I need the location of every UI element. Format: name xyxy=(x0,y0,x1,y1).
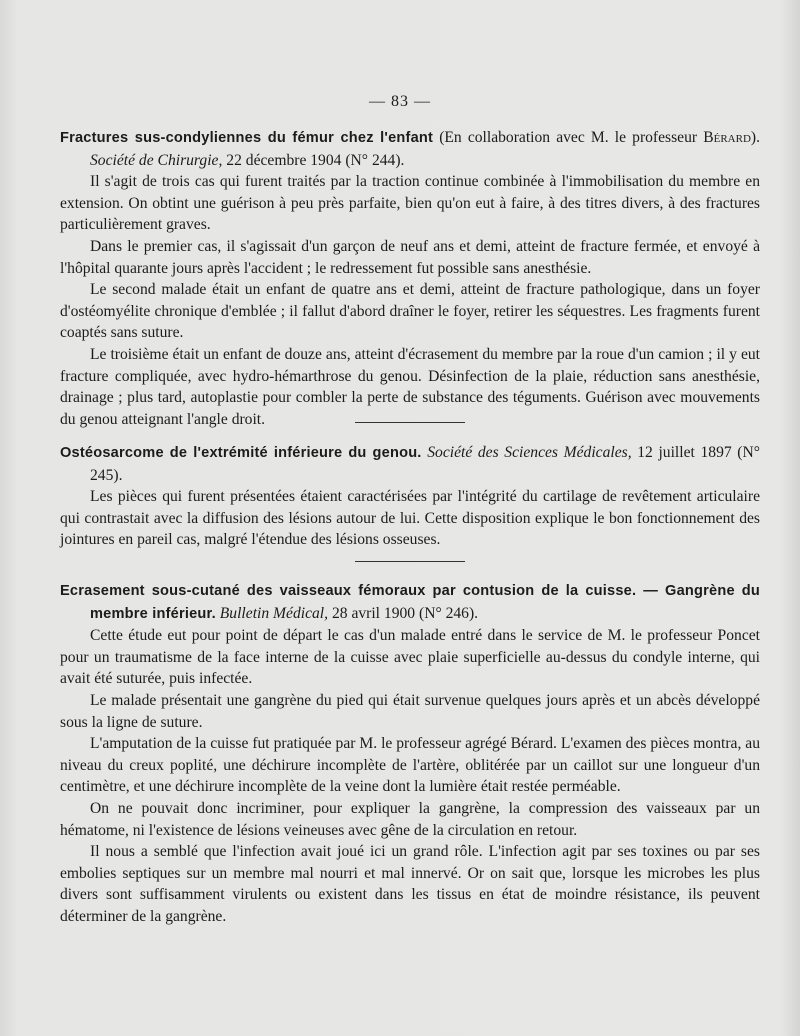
page-number: — 83 — xyxy=(369,93,431,110)
journal-name: Société de Chirurgie, xyxy=(90,151,223,169)
section-heading xyxy=(60,442,760,486)
section-title: Ecrasement sous-cutané des vaisseaux fémoraux par contusion de la cuisse. — Gangrène du membre inférieur. xyxy=(60,583,760,622)
reference: 28 avril 1900 (N° 246). xyxy=(328,604,479,622)
paragraph: L'amputation de la cuisse fut pratiquée par M. le professeur agrégé Bérard. L'examen des pièces montra, au niveau du creux poplité, une déchirure incomplète de l'artère, oblitérée par un caillot sur une longueur d'un centimètre, et une déchirure incomplète de la veine dont la lumière était restée perméable. xyxy=(60,735,760,796)
reference: 12 juillet 1897 (N° 245). xyxy=(90,444,760,484)
author-name: Bérard xyxy=(703,129,751,146)
paragraph: On ne pouvait donc incriminer, pour expliquer la gangrène, la compression des vaisseaux par un hématome, ni l'existence de lésions veineuses avec gêne de la circulation en retour. xyxy=(60,799,760,839)
section-divider xyxy=(355,422,465,423)
journal-name: Société des Sciences Médicales, xyxy=(427,444,632,461)
paragraph: Le troisième était un enfant de douze ans, atteint d'écrasement du membre par la roue d'un camion ; il y eut fracture compliquée, avec hydro-hémarthrose du genou. Désinfection de la plaie, réduction sans anesthésie, drainage ; plus tard, autoplastie pour combler la perte de substance des téguments. Guérison avec mouvements du genou atteignant l'angle droit. xyxy=(60,345,760,428)
section-heading xyxy=(60,127,760,171)
reference: 22 décembre 1904 (N° 244). xyxy=(222,151,405,169)
section-heading xyxy=(60,580,760,625)
paragraph: Il s'agit de trois cas qui furent traités par la traction continue combinée à l'immobilisation du membre en extension. On obtint une guérison à peu près parfaite, bien qu'on eut à faire, à des titres divers, à des fractures particulièrement graves. xyxy=(60,173,760,234)
paragraph: Il nous a semblé que l'infection avait joué ici un grand rôle. L'infection agit par ses toxines ou par ses embolies septiques sur un membre mal nourri et mal innervé. Or on sait que, lorsque les microbes les plus divers sont suffisamment virulents ou existent dans les tissus en état de moindre résistance, ils peuvent déterminer de la gangrène. xyxy=(60,843,760,925)
section-osteosarcome xyxy=(60,442,760,551)
paragraph: Le second malade était un enfant de quatre ans et demi, atteint de fracture pathologique, dans un foyer d'ostéomyélite chronique d'emblée ; il fallut d'abord draîner le foyer, retirer les séquestres. Les fragments furent coaptés sans suture. xyxy=(60,281,760,342)
paragraph: Cette étude eut pour point de départ le cas d'un malade entré dans le service de M. le professeur Poncet pour un traumatisme de la face interne de la cuisse avec plaie superficielle au-dessus du condyle interne, qui avait été suturée, puis infectée. xyxy=(60,627,760,688)
section-ecrasement xyxy=(60,580,760,928)
paragraph: Dans le premier cas, il s'agissait d'un garçon de neuf ans et demi, atteint de fracture fermée, et envoyé à l'hôpital quarante jours après l'accident ; le redressement fut possible sans anesthésie. xyxy=(60,237,760,277)
heading-text: ). xyxy=(750,129,760,146)
journal-name: Bulletin Médical, xyxy=(219,604,329,622)
section-title: Ostéosarcome de l'extrémité inférieure du genou. xyxy=(60,445,422,461)
paragraph: Le malade présentait une gangrène du pied qui était survenue quelques jours après et un abcès développé sous la ligne de suture. xyxy=(60,691,760,731)
section-title: Fractures sus-condyliennes du fémur chez l'enfant xyxy=(60,130,434,146)
heading-text: (En collaboration avec M. le professeur xyxy=(433,129,704,146)
section-fractures xyxy=(60,127,760,430)
paragraph: Les pièces qui furent présentées étaient caractérisées par l'intégrité du cartilage de revêtement articulaire qui contrastait avec la diffusion des lésions autour de lui. Cette disposition explique le bon fonctionnement des jointures en pareil cas, malgré l'étendue des lésions osseuses. xyxy=(60,488,760,549)
section-divider xyxy=(355,561,465,562)
